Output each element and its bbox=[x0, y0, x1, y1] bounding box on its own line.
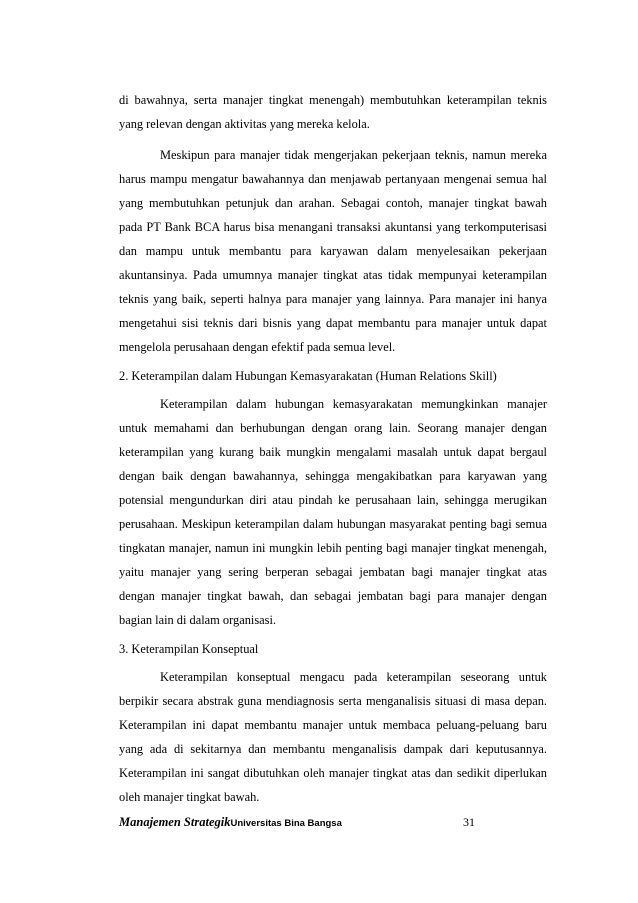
page-footer bbox=[119, 815, 547, 835]
paragraph-conceptual: Keterampilan konseptual mengacu pada keterampilan seseorang untuk berpikir secara abstrak guna mendiagnosis serta menganalisis situasi di masa depan. Keterampilan ini dapat membantu manajer untuk membaca peluang-peluang baru yang ada di sekitarnya dan membantu menganalisis dampak dari keputusannya. Keterampilan ini sangat dibutuhkan oleh manajer tingkat atas dan sedikit diperlukan oleh manajer tingkat bawah. bbox=[119, 670, 547, 804]
paragraph-human-relations: Keterampilan dalam hubungan kemasyarakatan memungkinkan manajer untuk memahami dan berhubungan dengan orang lain. Seorang manajer dengan keterampilan yang kurang baik mungkin mengalami masalah untuk dapat bergaul dengan baik dengan bawahannya, sehingga mengakibatkan para karyawan yang potensial mengundurkan diri atau pindah ke perusahaan lain, sehingga merugikan perusahaan. Meskipun keterampilan dalam hubungan masyarakat penting bagi semua tingkatan manajer, namun ini mungkin lebih penting bagi manajer tingkat menengah, yaitu manajer yang sering berperan sebagai jembatan bagi manajer tingkat atas dengan manajer tingkat bawah, dan sebagai jembatan bagi para manajer dengan bagian lain di dalam organisasi. bbox=[119, 397, 547, 627]
section-heading-conceptual: 3. Keterampilan Konseptual bbox=[119, 642, 259, 656]
footer-institution: Universitas Bina Bangsa bbox=[230, 818, 342, 829]
page-body bbox=[119, 88, 547, 809]
paragraph-continued: di bawahnya, serta manajer tingkat menengah) membutuhkan keterampilan teknis yang relevan dengan aktivitas yang mereka kelola. bbox=[119, 93, 547, 131]
paragraph-technical-skill: Meskipun para manajer tidak mengerjakan pekerjaan teknis, namun mereka harus mampu mengatur bawahannya dan menjawab pertanyaan mengenai semua hal yang membutuhkan petunjuk dan arahan. Sebagai contoh, manajer tingkat bawah pada PT Bank BCA harus bisa menangani transaksi akuntansi yang terkomputerisasi dan mampu untuk membantu para karyawan dalam menyelesaikan pekerjaan akuntansinya. Pada umumnya manajer tingkat atas tidak mempunyai keterampilan teknis yang baik, seperti halnya para manajer yang lainnya. Para manajer ini hanya mengetahui sisi teknis dari bisnis yang dapat membantu para manajer untuk dapat mengelola perusahaan dengan efektif pada semua level. bbox=[119, 148, 547, 354]
page-number: 31 bbox=[463, 815, 475, 829]
footer-source bbox=[119, 815, 342, 830]
section-heading-human-relations: 2. Keterampilan dalam Hubungan Kemasyarakatan (Human Relations Skill) bbox=[119, 369, 497, 383]
footer-book-title: Manajemen Strategik bbox=[119, 815, 231, 829]
